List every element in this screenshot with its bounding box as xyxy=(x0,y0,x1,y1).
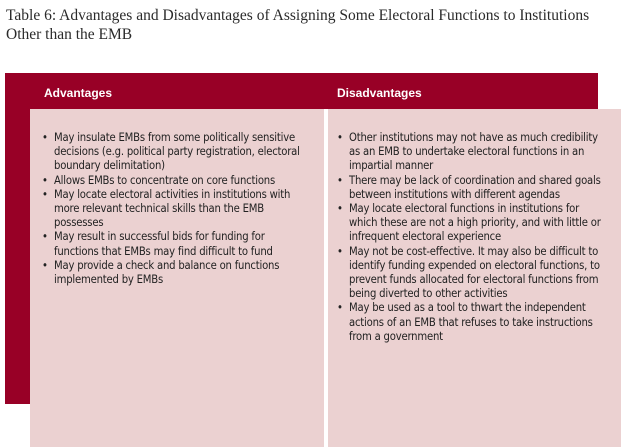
disadvantages-panel xyxy=(328,109,621,447)
list-item: • May locate electoral activities in institutions with more relevant technical skills than the EMB possesses xyxy=(42,188,302,231)
list-item: • Allows EMBs to concentrate on core functions xyxy=(42,174,302,188)
list-item: • May insulate EMBs from some politically sensitive decisions (e.g. political party registration, electoral boundary delimitation) xyxy=(42,131,302,174)
disadvantages-list xyxy=(337,131,607,344)
table-title: Table 6: Advantages and Disadvantages of Assigning Some Electoral Functions to Institutions Other than the EMB xyxy=(6,7,590,43)
list-item: • May result in successful bids for funding for functions that EMBs may find difficult to fund xyxy=(42,230,302,258)
list-item: • There may be lack of coordination and shared goals between institutions with different agendas xyxy=(337,174,607,202)
advantages-heading: Advantages xyxy=(44,86,113,100)
advantages-panel xyxy=(30,109,324,447)
list-item: • May provide a check and balance on functions implemented by EMBs xyxy=(42,259,302,287)
list-item: • May locate electoral functions in institutions for which these are not a high priority, and with little or infrequent electoral experience xyxy=(337,202,607,245)
list-item: • May not be cost-effective. It may also be difficult to identify funding expended on electoral functions, to prevent funds allocated for electoral functions from being diverted to other activities xyxy=(337,245,607,302)
list-item: • May be used as a tool to thwart the independent actions of an EMB that refuses to take instructions from a government xyxy=(337,301,607,344)
disadvantages-heading: Disadvantages xyxy=(337,86,422,100)
advantages-list xyxy=(42,131,302,287)
list-item: • Other institutions may not have as much credibility as an EMB to undertake electoral functions in an impartial manner xyxy=(337,131,607,174)
